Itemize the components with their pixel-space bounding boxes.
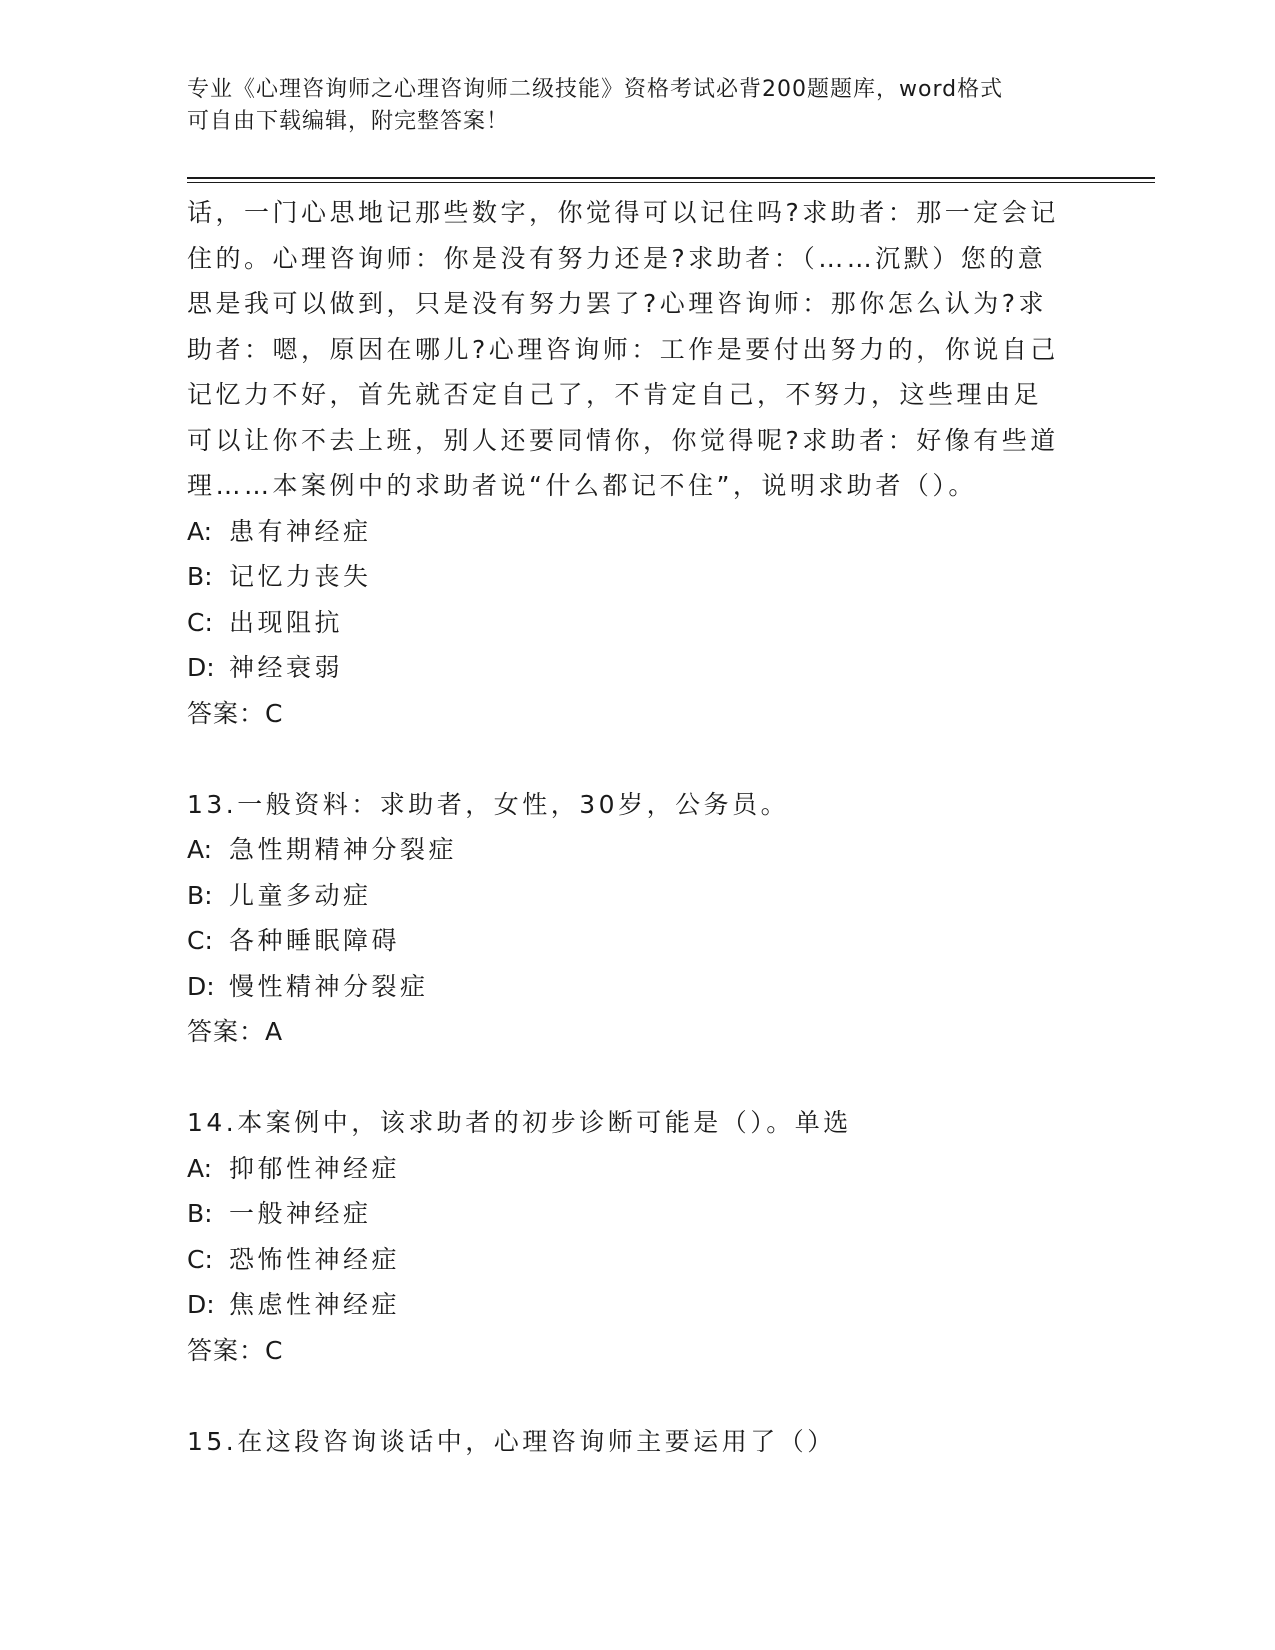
question-spacer <box>187 1373 1087 1419</box>
question-13-option-c <box>187 918 1087 964</box>
question-14-option-d <box>187 1282 1087 1328</box>
option-text: 抑郁性神经症 <box>229 1153 401 1183</box>
question-12-stem-line: 理……本案例中的求助者说“什么都记不住”，说明求助者（）。 <box>187 471 977 500</box>
option-key: C: <box>187 607 213 637</box>
option-key: A: <box>187 1153 213 1183</box>
option-text: 儿童多动症 <box>229 880 372 910</box>
option-text: 急性期精神分裂症 <box>229 835 458 864</box>
option-text: 焦虑性神经症 <box>229 1290 401 1319</box>
option-text: 各种睡眠障碍 <box>229 926 401 955</box>
question-14-answer: 答案：C <box>187 1335 284 1365</box>
question-13-stem: 13.一般资料：求助者，女性，30岁，公务员。 <box>187 789 790 819</box>
question-12-stem-line: 记忆力不好，首先就否定自己了，不肯定自己，不努力，这些理由足 <box>187 380 1043 409</box>
option-key: B: <box>187 1199 213 1228</box>
option-key: A: <box>187 835 213 864</box>
option-key: C: <box>187 926 213 955</box>
option-key: D: <box>187 653 215 682</box>
document-header <box>187 74 1087 138</box>
question-14-stem: 14.本案例中，该求助者的初步诊断可能是（）。单选 <box>187 1108 852 1137</box>
option-key: D: <box>187 971 215 1001</box>
option-text: 一般神经症 <box>229 1199 372 1228</box>
question-12 <box>187 190 1087 736</box>
option-text: 恐怖性神经症 <box>229 1244 401 1274</box>
question-12-stem-line: 可以让你不去上班，别人还要同情你，你觉得呢?求助者：好像有些道 <box>187 425 1059 455</box>
option-key: B: <box>187 880 213 910</box>
option-text: 慢性精神分裂症 <box>229 971 429 1001</box>
question-12-option-b <box>187 554 1087 600</box>
question-14-option-b <box>187 1191 1087 1237</box>
question-13-answer: 答案：A <box>187 1017 284 1046</box>
option-text: 出现阻抗 <box>229 607 344 637</box>
question-12-option-d <box>187 645 1087 691</box>
question-13 <box>187 782 1087 1055</box>
question-spacer <box>187 736 1087 782</box>
header-title-line-2: 可自由下载编辑，附完整答案！ <box>187 109 510 134</box>
question-12-stem-line: 住的。心理咨询师：你是没有努力还是?求助者：（……沉默）您的意 <box>187 243 1047 273</box>
question-13-option-b <box>187 873 1087 919</box>
question-spacer <box>187 1055 1087 1101</box>
question-12-stem-line: 话，一门心思地记那些数字，你觉得可以记住吗?求助者：那一定会记 <box>187 198 1059 227</box>
question-12-stem-line: 思是我可以做到，只是没有努力罢了?心理咨询师：那你怎么认为?求 <box>187 289 1048 318</box>
question-12-option-a <box>187 509 1087 555</box>
option-text: 神经衰弱 <box>229 653 344 682</box>
header-divider-thick <box>187 177 1155 179</box>
question-14-option-a <box>187 1146 1087 1192</box>
question-12-answer: 答案：C <box>187 698 284 728</box>
question-13-option-a <box>187 827 1087 873</box>
option-key: C: <box>187 1244 213 1274</box>
option-text: 记忆力丧失 <box>229 562 372 591</box>
header-title-line-1: 专业《心理咨询师之心理咨询师二级技能》资格考试必背200题题库，word格式 <box>187 77 1004 102</box>
option-key: B: <box>187 562 213 591</box>
option-key: A: <box>187 516 213 546</box>
question-12-option-c <box>187 600 1087 646</box>
option-key: D: <box>187 1290 215 1319</box>
document-body <box>187 190 1087 1464</box>
question-15 <box>187 1419 1087 1465</box>
question-14-option-c <box>187 1237 1087 1283</box>
header-divider-thin <box>187 182 1155 183</box>
question-13-option-d <box>187 964 1087 1010</box>
question-15-stem: 15.在这段咨询谈话中，心理咨询师主要运用了（） <box>187 1426 836 1456</box>
question-12-stem-line: 助者：嗯，原因在哪儿?心理咨询师：工作是要付出努力的，你说自己 <box>187 334 1059 364</box>
option-text: 患有神经症 <box>229 516 372 546</box>
question-14 <box>187 1100 1087 1373</box>
